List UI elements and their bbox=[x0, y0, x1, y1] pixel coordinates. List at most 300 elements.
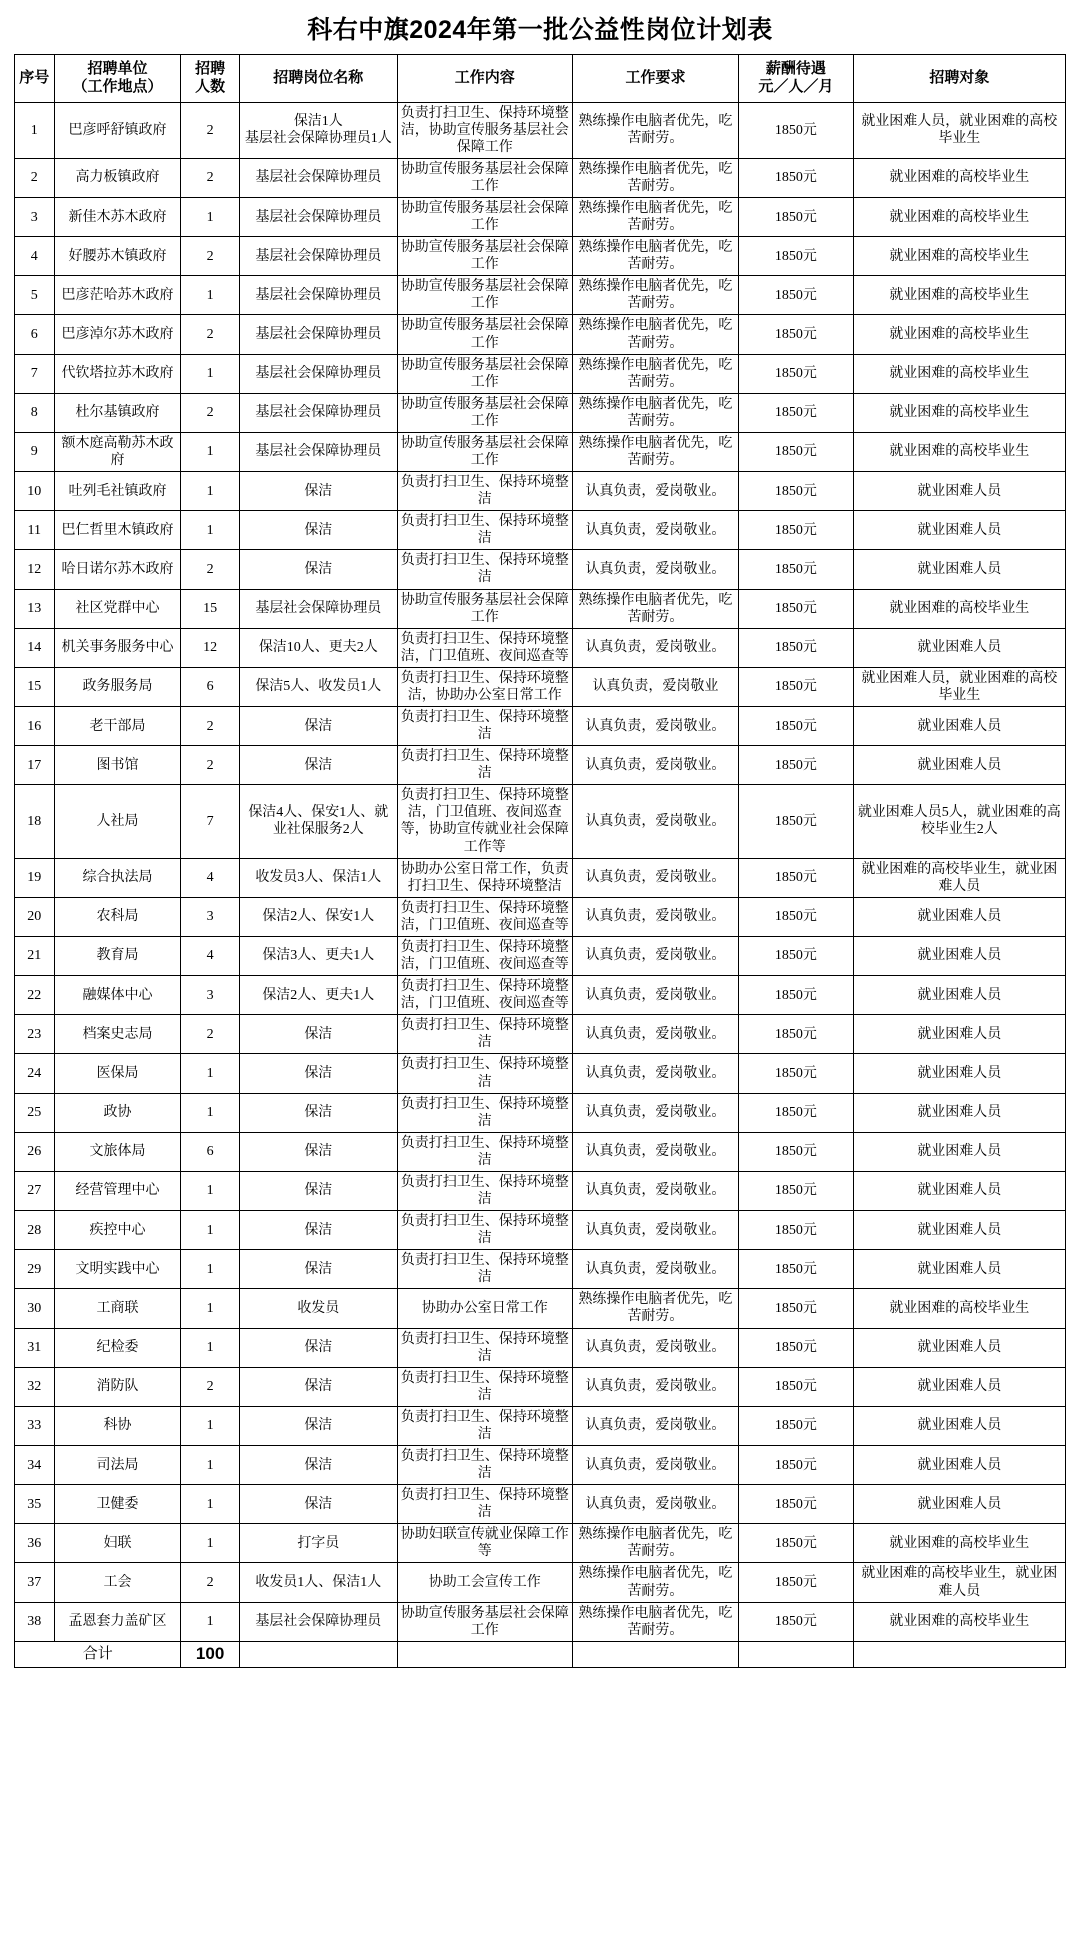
cell-unit: 工商联 bbox=[54, 1289, 181, 1328]
cell-unit: 文旅体局 bbox=[54, 1132, 181, 1171]
cell-pay: 1850元 bbox=[739, 746, 853, 785]
cell-unit: 经营管理中心 bbox=[54, 1171, 181, 1210]
cell-target: 就业困难的高校毕业生，就业困难人员 bbox=[853, 1563, 1065, 1602]
cell-num: 1 bbox=[181, 472, 239, 511]
cell-post: 保洁5人、收发员1人 bbox=[239, 667, 397, 706]
cell-work: 负责打扫卫生、保持环境整洁 bbox=[397, 1171, 572, 1210]
cell-no: 5 bbox=[15, 276, 55, 315]
cell-post: 保洁 bbox=[239, 707, 397, 746]
cell-work: 负责打扫卫生、保持环境整洁 bbox=[397, 1250, 572, 1289]
cell-post: 基层社会保障协理员 bbox=[239, 237, 397, 276]
cell-pay: 1850元 bbox=[739, 1171, 853, 1210]
cell-no: 25 bbox=[15, 1093, 55, 1132]
cell-num: 1 bbox=[181, 354, 239, 393]
table-row bbox=[15, 197, 1066, 236]
cell-target: 就业困难人员 bbox=[853, 1171, 1065, 1210]
cell-num: 1 bbox=[181, 1211, 239, 1250]
cell-num: 2 bbox=[181, 237, 239, 276]
table-header bbox=[15, 55, 1066, 103]
cell-req: 认真负责，爱岗敬业。 bbox=[572, 1485, 738, 1524]
cell-pay: 1850元 bbox=[739, 936, 853, 975]
cell-req: 认真负责，爱岗敬业。 bbox=[572, 707, 738, 746]
cell-unit: 医保局 bbox=[54, 1054, 181, 1093]
table-row bbox=[15, 1328, 1066, 1367]
cell-post: 保洁 bbox=[239, 1171, 397, 1210]
cell-req: 熟练操作电脑者优先，吃苦耐劳。 bbox=[572, 393, 738, 432]
cell-unit: 疾控中心 bbox=[54, 1211, 181, 1250]
cell-pay: 1850元 bbox=[739, 1563, 853, 1602]
cell-num: 2 bbox=[181, 315, 239, 354]
cell-unit: 教育局 bbox=[54, 936, 181, 975]
cell-num: 1 bbox=[181, 1171, 239, 1210]
cell-unit: 代钦塔拉苏木政府 bbox=[54, 354, 181, 393]
cell-post: 打字员 bbox=[239, 1524, 397, 1563]
cell-req: 熟练操作电脑者优先，吃苦耐劳。 bbox=[572, 102, 738, 158]
cell-req: 认真负责，爱岗敬业。 bbox=[572, 936, 738, 975]
total-blank-cell bbox=[239, 1641, 397, 1667]
cell-target: 就业困难人员，就业困难的高校毕业生 bbox=[853, 667, 1065, 706]
cell-unit: 社区党群中心 bbox=[54, 589, 181, 628]
cell-unit: 吐列毛社镇政府 bbox=[54, 472, 181, 511]
cell-post: 保洁 bbox=[239, 1445, 397, 1484]
cell-unit: 机关事务服务中心 bbox=[54, 628, 181, 667]
table-row bbox=[15, 550, 1066, 589]
cell-post: 保洁4人、保安1人、就业社保服务2人 bbox=[239, 785, 397, 858]
cell-pay: 1850元 bbox=[739, 237, 853, 276]
cell-post: 保洁 bbox=[239, 1054, 397, 1093]
cell-pay: 1850元 bbox=[739, 1328, 853, 1367]
table-row bbox=[15, 1289, 1066, 1328]
cell-no: 11 bbox=[15, 511, 55, 550]
cell-unit: 好腰苏木镇政府 bbox=[54, 237, 181, 276]
table-row bbox=[15, 158, 1066, 197]
cell-work: 协助工会宣传工作 bbox=[397, 1563, 572, 1602]
table-row bbox=[15, 1563, 1066, 1602]
table-row bbox=[15, 1211, 1066, 1250]
cell-target: 就业困难人员 bbox=[853, 550, 1065, 589]
cell-pay: 1850元 bbox=[739, 976, 853, 1015]
cell-pay: 1850元 bbox=[739, 707, 853, 746]
cell-num: 4 bbox=[181, 936, 239, 975]
cell-post: 保洁 bbox=[239, 1485, 397, 1524]
cell-post: 基层社会保障协理员 bbox=[239, 589, 397, 628]
cell-pay: 1850元 bbox=[739, 1445, 853, 1484]
cell-post: 基层社会保障协理员 bbox=[239, 432, 397, 471]
cell-unit: 卫健委 bbox=[54, 1485, 181, 1524]
cell-num: 2 bbox=[181, 1367, 239, 1406]
cell-no: 6 bbox=[15, 315, 55, 354]
cell-post: 基层社会保障协理员 bbox=[239, 315, 397, 354]
cell-target: 就业困难人员 bbox=[853, 976, 1065, 1015]
cell-req: 熟练操作电脑者优先，吃苦耐劳。 bbox=[572, 158, 738, 197]
cell-num: 2 bbox=[181, 707, 239, 746]
table-header-row bbox=[15, 55, 1066, 103]
table-row bbox=[15, 276, 1066, 315]
cell-unit: 额木庭高勒苏木政府 bbox=[54, 432, 181, 471]
cell-num: 2 bbox=[181, 746, 239, 785]
cell-post: 保洁 bbox=[239, 1132, 397, 1171]
cell-num: 2 bbox=[181, 102, 239, 158]
cell-num: 1 bbox=[181, 511, 239, 550]
cell-work: 负责打扫卫生、保持环境整洁 bbox=[397, 1211, 572, 1250]
column-header-num-line1: 招聘 bbox=[195, 61, 226, 77]
column-header-target: 招聘对象 bbox=[853, 55, 1065, 103]
cell-unit: 新佳木苏木政府 bbox=[54, 197, 181, 236]
cell-num: 1 bbox=[181, 1406, 239, 1445]
cell-unit: 巴彦茫哈苏木政府 bbox=[54, 276, 181, 315]
cell-work: 协助宣传服务基层社会保障工作 bbox=[397, 197, 572, 236]
cell-post: 保洁 bbox=[239, 1328, 397, 1367]
column-header-req: 工作要求 bbox=[572, 55, 738, 103]
cell-unit: 妇联 bbox=[54, 1524, 181, 1563]
cell-num: 3 bbox=[181, 897, 239, 936]
cell-target: 就业困难人员 bbox=[853, 1093, 1065, 1132]
cell-work: 协助宣传服务基层社会保障工作 bbox=[397, 589, 572, 628]
cell-unit: 纪检委 bbox=[54, 1328, 181, 1367]
table-row bbox=[15, 1445, 1066, 1484]
cell-pay: 1850元 bbox=[739, 1054, 853, 1093]
cell-work: 负责打扫卫生、保持环境整洁 bbox=[397, 1445, 572, 1484]
cell-post: 保洁 bbox=[239, 1015, 397, 1054]
cell-target: 就业困难人员，就业困难的高校毕业生 bbox=[853, 102, 1065, 158]
cell-unit: 政协 bbox=[54, 1093, 181, 1132]
cell-no: 7 bbox=[15, 354, 55, 393]
table-row bbox=[15, 628, 1066, 667]
cell-req: 认真负责，爱岗敬业。 bbox=[572, 1250, 738, 1289]
cell-no: 26 bbox=[15, 1132, 55, 1171]
cell-target: 就业困难人员 bbox=[853, 1485, 1065, 1524]
total-label: 合计 bbox=[15, 1641, 181, 1667]
cell-no: 1 bbox=[15, 102, 55, 158]
cell-unit: 综合执法局 bbox=[54, 858, 181, 897]
cell-no: 12 bbox=[15, 550, 55, 589]
cell-req: 认真负责，爱岗敬业。 bbox=[572, 858, 738, 897]
cell-unit: 科协 bbox=[54, 1406, 181, 1445]
cell-pay: 1850元 bbox=[739, 1015, 853, 1054]
cell-work: 负责打扫卫生、保持环境整洁，门卫值班、夜间巡查等，协助宣传就业社会保障工作等 bbox=[397, 785, 572, 858]
cell-target: 就业困难的高校毕业生 bbox=[853, 197, 1065, 236]
column-header-no bbox=[15, 55, 55, 103]
cell-post: 保洁 bbox=[239, 1367, 397, 1406]
cell-post: 收发员1人、保洁1人 bbox=[239, 1563, 397, 1602]
cell-work: 负责打扫卫生、保持环境整洁，门卫值班、夜间巡查等 bbox=[397, 897, 572, 936]
cell-no: 4 bbox=[15, 237, 55, 276]
cell-post: 保洁 bbox=[239, 472, 397, 511]
cell-work: 协助宣传服务基层社会保障工作 bbox=[397, 276, 572, 315]
cell-num: 2 bbox=[181, 1015, 239, 1054]
cell-unit: 老干部局 bbox=[54, 707, 181, 746]
cell-pay: 1850元 bbox=[739, 858, 853, 897]
cell-unit: 巴彦呼舒镇政府 bbox=[54, 102, 181, 158]
cell-req: 认真负责，爱岗敬业。 bbox=[572, 1054, 738, 1093]
cell-num: 1 bbox=[181, 1250, 239, 1289]
column-header-pay bbox=[739, 55, 853, 103]
cell-num: 15 bbox=[181, 589, 239, 628]
cell-unit: 司法局 bbox=[54, 1445, 181, 1484]
cell-no: 35 bbox=[15, 1485, 55, 1524]
cell-req: 认真负责，爱岗敬业。 bbox=[572, 1171, 738, 1210]
cell-req: 认真负责，爱岗敬业。 bbox=[572, 785, 738, 858]
cell-post: 收发员3人、保洁1人 bbox=[239, 858, 397, 897]
cell-work: 负责打扫卫生、保持环境整洁 bbox=[397, 1054, 572, 1093]
cell-pay: 1850元 bbox=[739, 1406, 853, 1445]
cell-post: 保洁2人、保安1人 bbox=[239, 897, 397, 936]
cell-pay: 1850元 bbox=[739, 197, 853, 236]
cell-req: 认真负责，爱岗敬业。 bbox=[572, 1328, 738, 1367]
cell-req: 熟练操作电脑者优先，吃苦耐劳。 bbox=[572, 315, 738, 354]
cell-no: 31 bbox=[15, 1328, 55, 1367]
cell-target: 就业困难人员 bbox=[853, 1211, 1065, 1250]
cell-target: 就业困难人员 bbox=[853, 1328, 1065, 1367]
cell-num: 1 bbox=[181, 1328, 239, 1367]
column-header-pay-line2: 元／人／月 bbox=[758, 79, 834, 96]
cell-num: 2 bbox=[181, 158, 239, 197]
total-blank-cell bbox=[739, 1641, 853, 1667]
cell-no: 8 bbox=[15, 393, 55, 432]
cell-req: 认真负责，爱岗敬业。 bbox=[572, 746, 738, 785]
cell-work: 负责打扫卫生、保持环境整洁，门卫值班、夜间巡查等 bbox=[397, 628, 572, 667]
cell-pay: 1850元 bbox=[739, 667, 853, 706]
cell-unit: 档案史志局 bbox=[54, 1015, 181, 1054]
cell-target: 就业困难人员 bbox=[853, 897, 1065, 936]
cell-pay: 1850元 bbox=[739, 1289, 853, 1328]
table-row bbox=[15, 858, 1066, 897]
cell-work: 负责打扫卫生、保持环境整洁 bbox=[397, 511, 572, 550]
cell-unit: 哈日诺尔苏木政府 bbox=[54, 550, 181, 589]
table-row bbox=[15, 354, 1066, 393]
cell-work: 协助办公室日常工作 bbox=[397, 1289, 572, 1328]
cell-target: 就业困难的高校毕业生 bbox=[853, 237, 1065, 276]
cell-pay: 1850元 bbox=[739, 102, 853, 158]
cell-req: 认真负责，爱岗敬业。 bbox=[572, 1093, 738, 1132]
cell-target: 就业困难人员 bbox=[853, 511, 1065, 550]
cell-pay: 1850元 bbox=[739, 1093, 853, 1132]
cell-no: 23 bbox=[15, 1015, 55, 1054]
table-row bbox=[15, 1406, 1066, 1445]
cell-num: 2 bbox=[181, 1563, 239, 1602]
cell-pay: 1850元 bbox=[739, 354, 853, 393]
cell-target: 就业困难人员 bbox=[853, 936, 1065, 975]
cell-no: 16 bbox=[15, 707, 55, 746]
cell-target: 就业困难的高校毕业生 bbox=[853, 1602, 1065, 1641]
cell-target: 就业困难的高校毕业生 bbox=[853, 432, 1065, 471]
table-row bbox=[15, 1171, 1066, 1210]
cell-target: 就业困难的高校毕业生 bbox=[853, 158, 1065, 197]
cell-no: 36 bbox=[15, 1524, 55, 1563]
cell-unit: 巴仁哲里木镇政府 bbox=[54, 511, 181, 550]
table-row bbox=[15, 393, 1066, 432]
cell-req: 熟练操作电脑者优先，吃苦耐劳。 bbox=[572, 1602, 738, 1641]
cell-work: 负责打扫卫生、保持环境整洁 bbox=[397, 746, 572, 785]
cell-pay: 1850元 bbox=[739, 785, 853, 858]
cell-num: 1 bbox=[181, 1093, 239, 1132]
cell-pay: 1850元 bbox=[739, 1524, 853, 1563]
cell-pay: 1850元 bbox=[739, 432, 853, 471]
cell-num: 6 bbox=[181, 667, 239, 706]
cell-post: 保洁1人 基层社会保障协理员1人 bbox=[239, 102, 397, 158]
table-body bbox=[15, 102, 1066, 1667]
table-row bbox=[15, 511, 1066, 550]
table-row bbox=[15, 472, 1066, 511]
cell-post: 基层社会保障协理员 bbox=[239, 354, 397, 393]
table-row bbox=[15, 1054, 1066, 1093]
cell-no: 3 bbox=[15, 197, 55, 236]
table-row bbox=[15, 897, 1066, 936]
cell-pay: 1850元 bbox=[739, 897, 853, 936]
cell-work: 协助宣传服务基层社会保障工作 bbox=[397, 315, 572, 354]
cell-post: 保洁2人、更夫1人 bbox=[239, 976, 397, 1015]
cell-post: 保洁 bbox=[239, 1211, 397, 1250]
cell-no: 37 bbox=[15, 1563, 55, 1602]
cell-work: 负责打扫卫生、保持环境整洁 bbox=[397, 1406, 572, 1445]
cell-target: 就业困难人员 bbox=[853, 628, 1065, 667]
cell-target: 就业困难的高校毕业生 bbox=[853, 1524, 1065, 1563]
table-row bbox=[15, 1367, 1066, 1406]
cell-num: 1 bbox=[181, 1289, 239, 1328]
cell-num: 1 bbox=[181, 1445, 239, 1484]
cell-target: 就业困难人员 bbox=[853, 1445, 1065, 1484]
cell-unit: 农科局 bbox=[54, 897, 181, 936]
page-title: 科右中旗2024年第一批公益性岗位计划表 bbox=[307, 16, 773, 44]
cell-no: 2 bbox=[15, 158, 55, 197]
cell-target: 就业困难人员 bbox=[853, 472, 1065, 511]
cell-post: 保洁 bbox=[239, 1250, 397, 1289]
cell-target: 就业困难的高校毕业生 bbox=[853, 589, 1065, 628]
cell-req: 认真负责，爱岗敬业。 bbox=[572, 1445, 738, 1484]
cell-target: 就业困难的高校毕业生 bbox=[853, 1289, 1065, 1328]
cell-target: 就业困难人员5人，就业困难的高校毕业生2人 bbox=[853, 785, 1065, 858]
cell-work: 协助办公室日常工作，负责打扫卫生、保持环境整洁 bbox=[397, 858, 572, 897]
table-row bbox=[15, 707, 1066, 746]
cell-work: 负责打扫卫生、保持环境整洁，门卫值班、夜间巡查等 bbox=[397, 936, 572, 975]
cell-work: 协助宣传服务基层社会保障工作 bbox=[397, 354, 572, 393]
cell-unit: 政务服务局 bbox=[54, 667, 181, 706]
cell-req: 熟练操作电脑者优先，吃苦耐劳。 bbox=[572, 1524, 738, 1563]
table-row bbox=[15, 315, 1066, 354]
table-row bbox=[15, 1524, 1066, 1563]
cell-unit: 工会 bbox=[54, 1563, 181, 1602]
cell-req: 熟练操作电脑者优先，吃苦耐劳。 bbox=[572, 276, 738, 315]
cell-num: 2 bbox=[181, 393, 239, 432]
cell-work: 负责打扫卫生、保持环境整洁 bbox=[397, 1328, 572, 1367]
cell-req: 认真负责，爱岗敬业。 bbox=[572, 1406, 738, 1445]
cell-unit: 消防队 bbox=[54, 1367, 181, 1406]
table-row bbox=[15, 102, 1066, 158]
cell-req: 认真负责，爱岗敬业。 bbox=[572, 1211, 738, 1250]
cell-post: 基层社会保障协理员 bbox=[239, 197, 397, 236]
cell-pay: 1850元 bbox=[739, 511, 853, 550]
cell-no: 33 bbox=[15, 1406, 55, 1445]
cell-num: 3 bbox=[181, 976, 239, 1015]
cell-req: 熟练操作电脑者优先，吃苦耐劳。 bbox=[572, 237, 738, 276]
cell-req: 熟练操作电脑者优先，吃苦耐劳。 bbox=[572, 1289, 738, 1328]
cell-work: 负责打扫卫生、保持环境整洁，门卫值班、夜间巡查等 bbox=[397, 976, 572, 1015]
cell-target: 就业困难的高校毕业生 bbox=[853, 354, 1065, 393]
cell-unit: 融媒体中心 bbox=[54, 976, 181, 1015]
table-row bbox=[15, 589, 1066, 628]
cell-no: 13 bbox=[15, 589, 55, 628]
cell-target: 就业困难人员 bbox=[853, 1406, 1065, 1445]
total-value: 100 bbox=[181, 1641, 239, 1667]
cell-work: 协助宣传服务基层社会保障工作 bbox=[397, 237, 572, 276]
table-row bbox=[15, 237, 1066, 276]
cell-work: 负责打扫卫生、保持环境整洁 bbox=[397, 1015, 572, 1054]
cell-post: 保洁 bbox=[239, 550, 397, 589]
cell-no: 14 bbox=[15, 628, 55, 667]
table-row bbox=[15, 1602, 1066, 1641]
cell-work: 负责打扫卫生、保持环境整洁 bbox=[397, 1367, 572, 1406]
cell-req: 认真负责，爱岗敬业。 bbox=[572, 897, 738, 936]
column-header-unit-line2: （工作地点） bbox=[72, 79, 163, 96]
cell-unit: 图书馆 bbox=[54, 746, 181, 785]
cell-num: 6 bbox=[181, 1132, 239, 1171]
cell-num: 1 bbox=[181, 276, 239, 315]
cell-req: 熟练操作电脑者优先，吃苦耐劳。 bbox=[572, 1563, 738, 1602]
cell-num: 1 bbox=[181, 432, 239, 471]
cell-target: 就业困难的高校毕业生，就业困难人员 bbox=[853, 858, 1065, 897]
table-row bbox=[15, 1132, 1066, 1171]
table-row bbox=[15, 1250, 1066, 1289]
table-row bbox=[15, 1093, 1066, 1132]
cell-num: 1 bbox=[181, 1054, 239, 1093]
cell-work: 负责打扫卫生、保持环境整洁 bbox=[397, 707, 572, 746]
cell-post: 保洁 bbox=[239, 511, 397, 550]
cell-no: 27 bbox=[15, 1171, 55, 1210]
cell-pay: 1850元 bbox=[739, 315, 853, 354]
cell-pay: 1850元 bbox=[739, 158, 853, 197]
cell-post: 保洁 bbox=[239, 746, 397, 785]
cell-target: 就业困难的高校毕业生 bbox=[853, 276, 1065, 315]
cell-work: 负责打扫卫生、保持环境整洁 bbox=[397, 1132, 572, 1171]
total-blank-cell bbox=[853, 1641, 1065, 1667]
cell-target: 就业困难人员 bbox=[853, 1015, 1065, 1054]
table-total-row bbox=[15, 1641, 1066, 1667]
cell-num: 1 bbox=[181, 1524, 239, 1563]
cell-req: 认真负责，爱岗敬业。 bbox=[572, 511, 738, 550]
cell-no: 29 bbox=[15, 1250, 55, 1289]
cell-work: 协助宣传服务基层社会保障工作 bbox=[397, 158, 572, 197]
cell-post: 保洁 bbox=[239, 1093, 397, 1132]
cell-target: 就业困难的高校毕业生 bbox=[853, 393, 1065, 432]
cell-pay: 1850元 bbox=[739, 1211, 853, 1250]
cell-unit: 人社局 bbox=[54, 785, 181, 858]
cell-no: 32 bbox=[15, 1367, 55, 1406]
column-header-unit-line1: 招聘单位 bbox=[87, 61, 148, 77]
cell-unit: 巴彦淖尔苏木政府 bbox=[54, 315, 181, 354]
cell-no: 24 bbox=[15, 1054, 55, 1093]
cell-num: 4 bbox=[181, 858, 239, 897]
cell-unit: 杜尔基镇政府 bbox=[54, 393, 181, 432]
cell-target: 就业困难人员 bbox=[853, 1132, 1065, 1171]
cell-no: 34 bbox=[15, 1445, 55, 1484]
cell-req: 认真负责，爱岗敬业。 bbox=[572, 976, 738, 1015]
table-row bbox=[15, 746, 1066, 785]
cell-work: 协助妇联宣传就业保障工作等 bbox=[397, 1524, 572, 1563]
cell-post: 基层社会保障协理员 bbox=[239, 158, 397, 197]
column-header-post: 招聘岗位名称 bbox=[239, 55, 397, 103]
column-header-work: 工作内容 bbox=[397, 55, 572, 103]
column-header-unit bbox=[54, 55, 181, 103]
cell-no: 28 bbox=[15, 1211, 55, 1250]
cell-num: 7 bbox=[181, 785, 239, 858]
cell-num: 12 bbox=[181, 628, 239, 667]
cell-work: 负责打扫卫生、保持环境整洁 bbox=[397, 472, 572, 511]
cell-req: 认真负责，爱岗敬业。 bbox=[572, 472, 738, 511]
cell-unit: 高力板镇政府 bbox=[54, 158, 181, 197]
cell-req: 认真负责，爱岗敬业。 bbox=[572, 628, 738, 667]
cell-work: 负责打扫卫生、保持环境整洁，协助办公室日常工作 bbox=[397, 667, 572, 706]
cell-target: 就业困难人员 bbox=[853, 1054, 1065, 1093]
